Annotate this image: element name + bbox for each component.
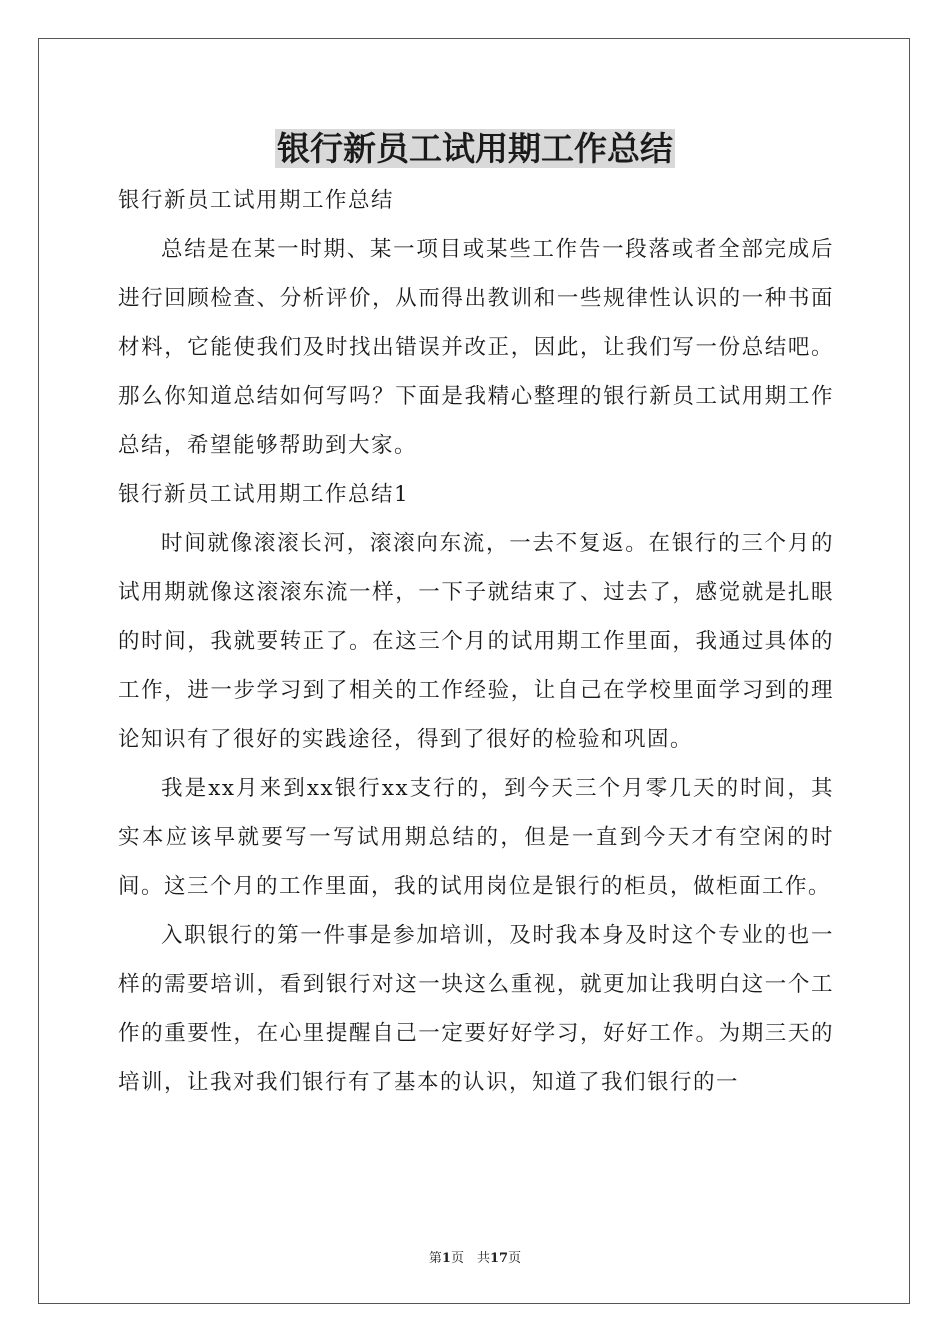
document-body [118,176,834,1107]
section-heading: 银行新员工试用期工作总结 [118,188,395,213]
document-title [0,124,950,174]
body-paragraph: 总结是在某一时期、某一项目或某些工作告一段落或者全部完成后进行回顾检查、分析评价，从而得出教训和一些规律性认识的一种书面材料，它能使我们及时找出错误并改正，因此，让我们写一份总结吧。那么你知道总结如何写吗？下面是我精心整理的银行新员工试用期工作总结，希望能够帮助到大家。 [118,237,834,458]
footer-total-pages: 17 [489,1251,509,1266]
body-paragraph: 我是xx月来到xx银行xx支行的，到今天三个月零几天的时间，其实本应该早就要写一写试用期总结的，但是一直到今天才有空闲的时间。这三个月的工作里面，我的试用岗位是银行的柜员，做柜面工作。 [118,776,834,899]
body-paragraph: 时间就像滚滚长河，滚滚向东流，一去不复返。在银行的三个月的试用期就像这滚滚东流一样，一下子就结束了、过去了，感觉就是扎眼的时间，我就要转正了。在这三个月的试用期工作里面，我通过具体的工作，进一步学习到了相关的工作经验，让自己在学校里面学习到的理论知识有了很好的实践途径，得到了很好的检验和巩固。 [118,531,834,752]
document-title-text: 银行新员工试用期工作总结 [277,129,673,168]
footer-page-mid: 页 共 [450,1251,490,1266]
page-footer [0,1247,950,1266]
body-paragraph: 入职银行的第一件事是参加培训，及时我本身及时这个专业的也一样的需要培训，看到银行对这一块这么重视，就更加让我明白这一个工作的重要性，在心里提醒自己一定要好好学习，好好工作。为期三天的培训，让我对我们银行有了基本的认识，知道了我们银行的一 [118,923,834,1095]
footer-page-suffix: 页 [508,1251,522,1266]
section-heading: 银行新员工试用期工作总结1 [118,482,410,507]
footer-current-page: 1 [441,1251,451,1266]
footer-page-prefix: 第 [428,1251,442,1266]
